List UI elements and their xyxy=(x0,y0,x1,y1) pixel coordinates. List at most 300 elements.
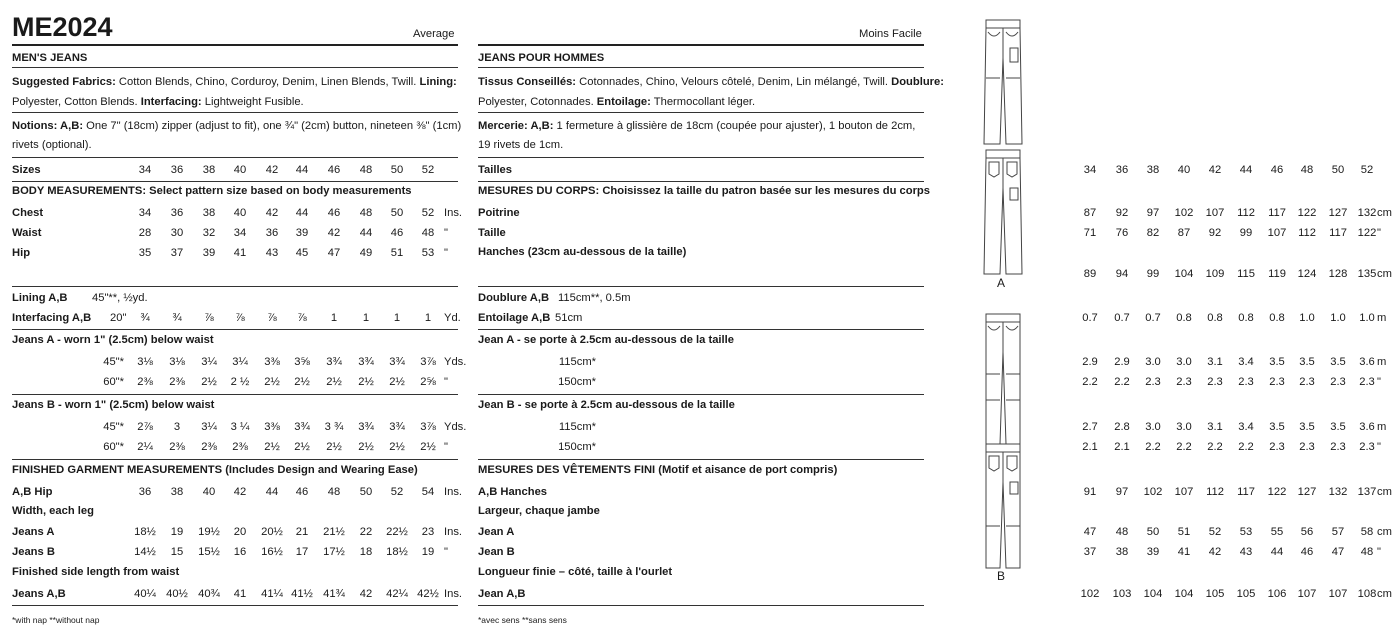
size-value: 2⅜ xyxy=(232,441,248,453)
size-value: 55 xyxy=(1270,526,1284,538)
size-value: 2.3 xyxy=(1330,441,1346,453)
difficulty-level-fr: Moins Facile xyxy=(859,28,922,40)
size-value: 3¾ xyxy=(389,356,405,368)
size-value: 108 xyxy=(1357,588,1377,600)
row-label: Poitrine xyxy=(478,207,520,219)
size-value: 3.5 xyxy=(1299,421,1315,433)
unit-label: " xyxy=(444,247,448,259)
size-value: 50 xyxy=(390,164,404,176)
size-value: 52 xyxy=(421,207,435,219)
size-value: 42 xyxy=(265,207,279,219)
size-value: 34 xyxy=(138,207,152,219)
size-value: 3¾ xyxy=(294,421,310,433)
size-value: 71 xyxy=(1083,227,1097,239)
size-value: 16½ xyxy=(261,546,283,558)
size-value: 50 xyxy=(1146,526,1160,538)
table-row xyxy=(12,354,467,370)
size-value: 107 xyxy=(1297,588,1317,600)
table-row xyxy=(478,205,1392,221)
size-value: 2.8 xyxy=(1114,421,1130,433)
size-value: 1.0 xyxy=(1299,312,1315,324)
lining-row-fr xyxy=(478,290,924,306)
unit-label: cm xyxy=(1377,268,1392,280)
row-label: A,B Hip xyxy=(12,486,53,498)
size-value: 18½ xyxy=(386,546,408,558)
divider xyxy=(478,157,924,158)
size-value: 112 xyxy=(1206,486,1224,498)
fabric-width: 45"* xyxy=(103,421,124,433)
fabric-width: 60"* xyxy=(103,441,124,453)
size-value: 42 xyxy=(359,588,373,600)
size-value: 46 xyxy=(327,207,341,219)
size-value: 36 xyxy=(138,486,152,498)
size-value: 1.0 xyxy=(1359,312,1375,324)
lining-label-fr: Doublure: xyxy=(888,76,944,88)
size-value: 42 xyxy=(327,227,341,239)
size-value: 105 xyxy=(1236,588,1256,600)
size-value: 2½ xyxy=(358,441,374,453)
size-value: 47 xyxy=(1331,546,1345,558)
fabric-width: 45"* xyxy=(103,356,124,368)
size-value: 128 xyxy=(1328,268,1348,280)
jeans-a-heading: Jeans A - worn 1" (2.5cm) below waist xyxy=(12,334,214,346)
section-heading: MEN'S JEANS xyxy=(12,52,88,64)
fabric-width: 60"* xyxy=(103,376,124,388)
size-value: 20½ xyxy=(261,526,283,538)
size-value: 2.3 xyxy=(1299,441,1315,453)
size-value: 3.0 xyxy=(1145,421,1161,433)
size-value: 47 xyxy=(327,247,341,259)
fabric-width: 115cm* xyxy=(558,421,596,433)
jean-a-heading: Jean A - se porte à 2.5cm au-dessous de la taille xyxy=(478,334,734,346)
row-label: Taille xyxy=(478,227,506,239)
size-value: 2.2 xyxy=(1114,376,1130,388)
size-value: 135 xyxy=(1357,268,1377,280)
lining-row xyxy=(12,290,458,306)
size-value: 2⅝ xyxy=(420,376,436,388)
lining-list: Polyester, Cotton Blends. xyxy=(12,96,138,108)
size-value: 2⅜ xyxy=(137,376,153,388)
size-value: 44 xyxy=(1270,546,1284,558)
divider xyxy=(478,181,924,182)
table-row xyxy=(478,225,1381,241)
size-value: 3⅞ xyxy=(420,421,436,433)
size-value: 36 xyxy=(170,164,184,176)
size-value: 91 xyxy=(1083,486,1097,498)
size-value: 2 ½ xyxy=(230,376,250,388)
notions-line1: One 7" (18cm) zipper (adjust to fit), one ¾" (2cm) button, nineteen ⅜" (1cm) xyxy=(83,120,462,132)
size-value: 107 xyxy=(1328,588,1348,600)
size-value: 2⅜ xyxy=(169,441,185,453)
size-value: 3.4 xyxy=(1238,356,1254,368)
size-value: 104 xyxy=(1174,268,1194,280)
size-value: 30 xyxy=(170,227,184,239)
size-value: 18½ xyxy=(134,526,156,538)
table-row xyxy=(12,419,467,435)
size-value: 42¼ xyxy=(386,588,408,600)
size-value: 41 xyxy=(233,588,247,600)
size-value: 0.8 xyxy=(1207,312,1223,324)
table-row xyxy=(12,245,458,261)
size-value: 122 xyxy=(1297,207,1317,219)
size-value: 3.6 xyxy=(1359,421,1375,433)
row-label: Sizes xyxy=(12,164,41,176)
table-row xyxy=(478,484,1392,500)
table-row xyxy=(478,266,1392,282)
size-value: 132 xyxy=(1328,486,1348,498)
row-label: Doublure A,B xyxy=(478,292,550,304)
size-value: 52 xyxy=(390,486,404,498)
size-value: ⅞ xyxy=(267,312,277,324)
fabric-width: 20" xyxy=(110,312,127,324)
unit-label: Ins. xyxy=(444,588,463,600)
table-row xyxy=(12,544,458,560)
size-value: 38 xyxy=(1115,546,1129,558)
size-value: 2.2 xyxy=(1145,441,1161,453)
size-value: 21 xyxy=(295,526,309,538)
size-value: 107 xyxy=(1205,207,1225,219)
size-value: 0.8 xyxy=(1176,312,1192,324)
lining-label: Lining: xyxy=(416,76,457,88)
row-label: Chest xyxy=(12,207,44,219)
size-value: 40¼ xyxy=(134,588,156,600)
size-value: 17½ xyxy=(323,546,345,558)
size-value: 15½ xyxy=(198,546,220,558)
fabric-width: 51cm xyxy=(555,312,583,324)
size-value: 32 xyxy=(202,227,216,239)
row-label: Waist xyxy=(12,227,42,239)
size-value: 2.3 xyxy=(1207,376,1223,388)
size-value: 3⅝ xyxy=(294,356,310,368)
size-value: 2.9 xyxy=(1114,356,1130,368)
footnote-fr: *avec sens **sans sens xyxy=(478,615,567,625)
size-value: 2.3 xyxy=(1176,376,1192,388)
size-value: 99 xyxy=(1239,227,1253,239)
table-row xyxy=(478,419,1387,435)
size-value: 0.7 xyxy=(1114,312,1130,324)
size-value: 56 xyxy=(1300,526,1314,538)
size-value: 2½ xyxy=(201,376,217,388)
footnote: *with nap **without nap xyxy=(12,615,100,625)
jeans-front-view-b-illustration xyxy=(980,312,1026,447)
size-value: 132 xyxy=(1357,207,1377,219)
size-value: 3.5 xyxy=(1330,356,1346,368)
fabrics-label: Suggested Fabrics: xyxy=(12,76,116,88)
size-value: 106 xyxy=(1267,588,1287,600)
size-value: 50 xyxy=(359,486,373,498)
size-value: 2¼ xyxy=(137,441,153,453)
unit-label: Ins. xyxy=(444,207,463,219)
body-measurements-heading-fr: MESURES DU CORPS: Choisissez la taille du patron basée sur les mesures du corps xyxy=(478,185,930,197)
table-row xyxy=(12,162,458,178)
row-label: Jeans A,B xyxy=(12,588,66,600)
size-value: 54 xyxy=(421,486,435,498)
size-value: 3.5 xyxy=(1269,356,1285,368)
size-value: 94 xyxy=(1115,268,1129,280)
size-value: 16 xyxy=(233,546,247,558)
size-value: 89 xyxy=(1083,268,1097,280)
unit-label: Yd. xyxy=(444,312,461,324)
size-value: 41¾ xyxy=(323,588,345,600)
size-value: 3.4 xyxy=(1238,421,1254,433)
size-value: 42 xyxy=(1208,546,1222,558)
divider xyxy=(12,459,458,460)
size-value: ⅞ xyxy=(204,312,214,324)
notions-text xyxy=(12,119,461,133)
width-heading: Width, each leg xyxy=(12,505,94,517)
size-value: 57 xyxy=(1331,526,1345,538)
fabrics-label-fr: Tissus Conseillés: xyxy=(478,76,577,88)
size-value: 92 xyxy=(1115,207,1129,219)
fabric-width: 115cm* xyxy=(558,356,596,368)
size-value: 0.8 xyxy=(1238,312,1254,324)
size-value: 3¼ xyxy=(201,356,217,368)
size-value: 3¾ xyxy=(358,421,374,433)
size-value: 43 xyxy=(1239,546,1253,558)
unit-label: cm xyxy=(1377,588,1392,600)
size-value: 22 xyxy=(359,526,373,538)
finished-measurements-heading: FINISHED GARMENT MEASUREMENTS (Includes Design and Wearing Ease) xyxy=(12,464,418,476)
size-value: 124 xyxy=(1297,268,1317,280)
size-value: 0.7 xyxy=(1145,312,1161,324)
size-value: 2.3 xyxy=(1359,441,1375,453)
view-a-label: A xyxy=(997,276,1006,290)
size-value: 127 xyxy=(1297,486,1317,498)
size-value: 92 xyxy=(1208,227,1222,239)
size-value: 20 xyxy=(233,526,247,538)
fabrics-text-fr xyxy=(478,75,944,89)
row-label: Jeans A xyxy=(12,526,55,538)
size-value: 3⅛ xyxy=(169,356,185,368)
size-value: 51 xyxy=(390,247,404,259)
size-value: 3¼ xyxy=(232,356,248,368)
size-value: 39 xyxy=(1146,546,1160,558)
size-value: 87 xyxy=(1083,207,1097,219)
size-value: 2½ xyxy=(326,441,342,453)
size-value: 44 xyxy=(1239,164,1253,176)
size-value: ⅞ xyxy=(297,312,307,324)
size-value: 2½ xyxy=(389,376,405,388)
size-value: 107 xyxy=(1174,486,1194,498)
size-value: 19 xyxy=(170,526,184,538)
lining-yardage: 115cm**, 0.5m xyxy=(558,292,631,304)
unit-label: " xyxy=(1377,441,1381,453)
unit-label: m xyxy=(1377,421,1387,433)
notions-text-fr xyxy=(478,119,915,133)
jeans-back-view-a-illustration xyxy=(980,148,1026,278)
size-value: 3.0 xyxy=(1145,356,1161,368)
size-value: 2.3 xyxy=(1359,376,1375,388)
size-value: 43 xyxy=(265,247,279,259)
size-value: 41 xyxy=(233,247,247,259)
size-value: 42½ xyxy=(417,588,439,600)
notions-label: Notions: A,B: xyxy=(12,120,84,132)
table-row xyxy=(12,225,458,241)
unit-label: " xyxy=(1377,546,1381,558)
size-value: 107 xyxy=(1267,227,1287,239)
unit-label: Ins. xyxy=(444,486,463,498)
table-row xyxy=(478,524,1392,540)
divider xyxy=(12,394,458,395)
row-label: A,B Hanches xyxy=(478,486,548,498)
divider xyxy=(478,286,924,287)
divider xyxy=(12,112,458,113)
size-value: 38 xyxy=(202,207,216,219)
size-value: 2.3 xyxy=(1299,376,1315,388)
size-value: 48 xyxy=(421,227,435,239)
size-value: 1 xyxy=(330,312,338,324)
size-value: 3⅛ xyxy=(137,356,153,368)
size-value: 122 xyxy=(1267,486,1287,498)
interfacing-text-fr: Thermocollant léger. xyxy=(650,96,756,108)
size-value: 102 xyxy=(1174,207,1194,219)
size-value: 3 xyxy=(173,421,181,433)
size-value: ¾ xyxy=(140,312,150,324)
size-value: 36 xyxy=(265,227,279,239)
divider xyxy=(12,157,458,158)
size-value: 42 xyxy=(233,486,247,498)
jeans-b-heading: Jeans B - worn 1" (2.5cm) below waist xyxy=(12,399,215,411)
size-value: 44 xyxy=(359,227,373,239)
fabric-width: 150cm* xyxy=(558,376,596,388)
size-value: 102 xyxy=(1080,588,1100,600)
table-row xyxy=(478,439,1381,455)
size-value: 19½ xyxy=(198,526,220,538)
size-value: 48 xyxy=(1300,164,1314,176)
hanches-heading: Hanches (23cm au-dessous de la taille) xyxy=(478,246,687,258)
width-heading-fr: Largeur, chaque jambe xyxy=(478,505,600,517)
lining-yardage: 45"**, ½yd. xyxy=(92,292,148,304)
size-value: 19 xyxy=(421,546,435,558)
size-value: 2.9 xyxy=(1082,356,1098,368)
size-value: 2½ xyxy=(358,376,374,388)
size-value: 50 xyxy=(390,207,404,219)
size-value: 48 xyxy=(359,207,373,219)
size-value: 47 xyxy=(1083,526,1097,538)
size-value: 2⅜ xyxy=(169,376,185,388)
size-value: 40¾ xyxy=(198,588,220,600)
size-value: 53 xyxy=(421,247,435,259)
size-value: 2.2 xyxy=(1082,376,1098,388)
size-value: 45 xyxy=(295,247,309,259)
unit-label: " xyxy=(444,227,448,239)
unit-label: " xyxy=(444,376,448,388)
fabrics-list-fr: Cotonnades, Chino, Velours côtelé, Denim, Lin mélangé, Twill. xyxy=(576,76,889,88)
size-value: 52 xyxy=(1360,164,1374,176)
size-value: 0.7 xyxy=(1082,312,1098,324)
size-value: 102 xyxy=(1143,486,1163,498)
table-row xyxy=(12,484,463,500)
divider xyxy=(478,329,924,330)
size-value: 34 xyxy=(138,164,152,176)
size-value: 3.1 xyxy=(1207,421,1223,433)
unit-label: cm xyxy=(1377,486,1392,498)
row-label: Jeans B xyxy=(12,546,55,558)
size-value: 41¼ xyxy=(261,588,283,600)
size-value: 2½ xyxy=(326,376,342,388)
row-label: Lining A,B xyxy=(12,292,68,304)
size-value: 3⅜ xyxy=(264,421,280,433)
size-value: 35 xyxy=(138,247,152,259)
size-value: 2.1 xyxy=(1082,441,1098,453)
size-value: 46 xyxy=(327,164,341,176)
size-value: 1 xyxy=(393,312,401,324)
size-value: 87 xyxy=(1177,227,1191,239)
size-value: 36 xyxy=(1115,164,1129,176)
jeans-back-view-b-illustration xyxy=(980,442,1026,572)
divider xyxy=(478,459,924,460)
size-value: 1 xyxy=(362,312,370,324)
size-value: 34 xyxy=(1083,164,1097,176)
size-value: 51 xyxy=(1177,526,1191,538)
size-value: 3¾ xyxy=(389,421,405,433)
size-value: 41 xyxy=(1177,546,1191,558)
size-value: 48 xyxy=(327,486,341,498)
size-value: 122 xyxy=(1357,227,1377,239)
size-value: 109 xyxy=(1205,268,1225,280)
divider xyxy=(478,44,924,46)
size-value: 2½ xyxy=(294,376,310,388)
size-value: 2.7 xyxy=(1082,421,1098,433)
size-value: 3¼ xyxy=(201,421,217,433)
row-label: Interfacing A,B xyxy=(12,312,92,324)
size-value: 48 xyxy=(1360,546,1374,558)
interfacing-text: Lightweight Fusible. xyxy=(201,96,304,108)
size-value: 3.6 xyxy=(1359,356,1375,368)
size-value: 46 xyxy=(390,227,404,239)
size-value: 3.5 xyxy=(1330,421,1346,433)
table-row xyxy=(478,354,1387,370)
pattern-number: ME2024 xyxy=(12,12,113,42)
size-value: 44 xyxy=(295,164,309,176)
size-value: 50 xyxy=(1331,164,1345,176)
finished-measurements-heading-fr: MESURES DES VÊTEMENTS FINI (Motif et aisance de port compris) xyxy=(478,464,838,476)
size-value: 42 xyxy=(1208,164,1222,176)
size-value: 3¾ xyxy=(358,356,374,368)
notions-label-fr: Mercerie: A,B: xyxy=(478,120,554,132)
lining-list-fr: Polyester, Cotonnades. xyxy=(478,96,594,108)
unit-label: m xyxy=(1377,356,1387,368)
size-value: 38 xyxy=(202,164,216,176)
jeans-front-view-a-illustration xyxy=(980,18,1026,148)
size-value: 1 xyxy=(424,312,432,324)
size-value: 42 xyxy=(265,164,279,176)
table-row xyxy=(12,310,461,326)
size-value: 2.2 xyxy=(1238,441,1254,453)
size-value: 46 xyxy=(1300,546,1314,558)
size-value: 2.3 xyxy=(1269,441,1285,453)
length-heading: Finished side length from waist xyxy=(12,566,180,578)
size-value: 23 xyxy=(421,526,435,538)
body-measurements-heading: BODY MEASUREMENTS: Select pattern size based on body measurements xyxy=(12,185,412,197)
size-value: 2.3 xyxy=(1145,376,1161,388)
size-value: 2.3 xyxy=(1269,376,1285,388)
size-value: 2⅜ xyxy=(201,441,217,453)
table-row xyxy=(12,524,463,540)
fabrics-text-line2-fr xyxy=(478,95,755,109)
size-value: 2.2 xyxy=(1207,441,1223,453)
divider xyxy=(478,394,924,395)
size-value: 99 xyxy=(1146,268,1160,280)
size-value: 2.3 xyxy=(1238,376,1254,388)
size-value: 36 xyxy=(170,207,184,219)
unit-label: m xyxy=(1377,312,1387,324)
fabrics-list: Cotton Blends, Chino, Corduroy, Denim, Linen Blends, Twill. xyxy=(115,76,417,88)
size-value: 15 xyxy=(170,546,184,558)
size-value: 3.0 xyxy=(1176,421,1192,433)
divider xyxy=(12,329,458,330)
size-value: 105 xyxy=(1205,588,1225,600)
